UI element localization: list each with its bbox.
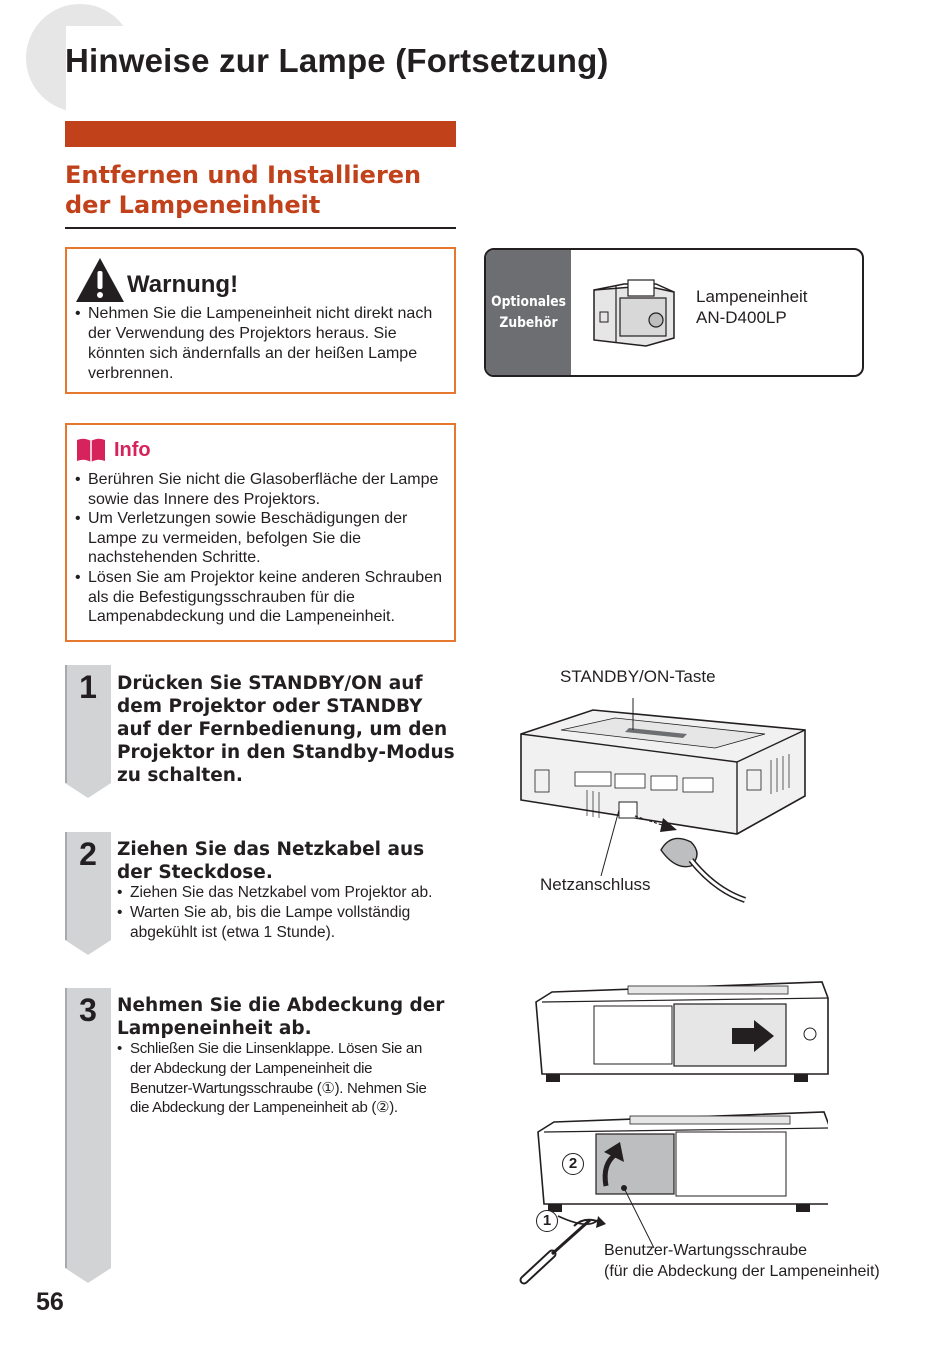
info-list	[75, 470, 450, 627]
cover-slide-illustration	[532, 978, 832, 1093]
section-heading: Entfernen und Installieren der Lampeneinheit	[65, 161, 422, 219]
info-item: • Um Verletzungen sowie Beschädigungen der Lampe zu vermeiden, befolgen Sie die nachstehenden Schritte.	[75, 509, 450, 568]
projector-rear-illustration	[515, 690, 815, 920]
step-1-title: Drücken Sie STANDBY/ON auf dem Projektor oder STANDBY auf der Fernbedienung, um den Projektor in den Standby-Modus zu schalten.	[117, 673, 455, 786]
optional-label: Optionales Zubehör	[491, 294, 566, 331]
power-socket-label: Netzanschluss	[540, 875, 651, 894]
step-3-item: • Schließen Sie die Linsenklappe. Lösen Sie an der Abdeckung der Lampeneinheit die Benutzer-Wartungsschraube (①). Nehmen Sie die Abdeckung der Lampeneinheit ab (②).	[117, 1039, 437, 1118]
optional-accessory-box	[484, 248, 864, 377]
step-3-tab	[65, 988, 111, 1285]
step-2-title: Ziehen Sie das Netzkabel aus der Steckdose.	[117, 839, 425, 883]
marker-2: 2	[562, 1153, 584, 1175]
warning-item: • Nehmen Sie die Lampeneinheit nicht direkt nach der Verwendung des Projektors heraus. Sie könnten sich ändernfalls an der heißen Lampe verbrennen.	[75, 304, 445, 384]
info-item: • Lösen Sie am Projektor keine anderen Schrauben als die Befestigungsschrauben für die Lampenabdeckung und die Lampeneinheit.	[75, 568, 450, 627]
warning-box	[65, 247, 456, 394]
book-icon	[75, 437, 107, 465]
lamp-unit-image	[586, 276, 686, 356]
step-2-item: • Warten Sie ab, bis die Lampe vollständig abgekühlt ist (etwa 1 Stunde).	[117, 903, 462, 943]
step-3-number: 3	[79, 992, 97, 1028]
screw-label: Benutzer-Wartungsschraube (für die Abdeckung der Lampeneinheit)	[604, 1242, 880, 1280]
standby-button-label: STANDBY/ON-Taste	[560, 667, 716, 686]
warning-title: Warnung!	[127, 271, 239, 298]
product-name: Lampeneinheit AN-D400LP	[696, 287, 808, 327]
warning-triangle-icon	[74, 256, 126, 304]
marker-1: 1	[536, 1210, 558, 1232]
page-title: Hinweise zur Lampe (Fortsetzung)	[65, 42, 609, 79]
info-title: Info	[114, 439, 151, 461]
info-box	[65, 423, 456, 642]
info-item: • Berühren Sie nicht die Glasoberfläche der Lampe sowie das Innere des Projektors.	[75, 470, 450, 509]
step-2-list	[117, 883, 462, 942]
step-2-tab	[65, 832, 111, 957]
step-2-number: 2	[79, 836, 97, 872]
step-1-number: 1	[79, 669, 97, 705]
step-2-item: • Ziehen Sie das Netzkabel vom Projektor ab.	[117, 883, 462, 903]
step-3-list	[117, 1039, 437, 1118]
section-bar	[65, 121, 456, 147]
step-1-tab	[65, 665, 111, 800]
page-number: 56	[36, 1288, 64, 1316]
section-divider	[65, 227, 456, 229]
step-3-title: Nehmen Sie die Abdeckung der Lampeneinheit ab.	[117, 995, 445, 1039]
warning-list	[75, 304, 445, 384]
